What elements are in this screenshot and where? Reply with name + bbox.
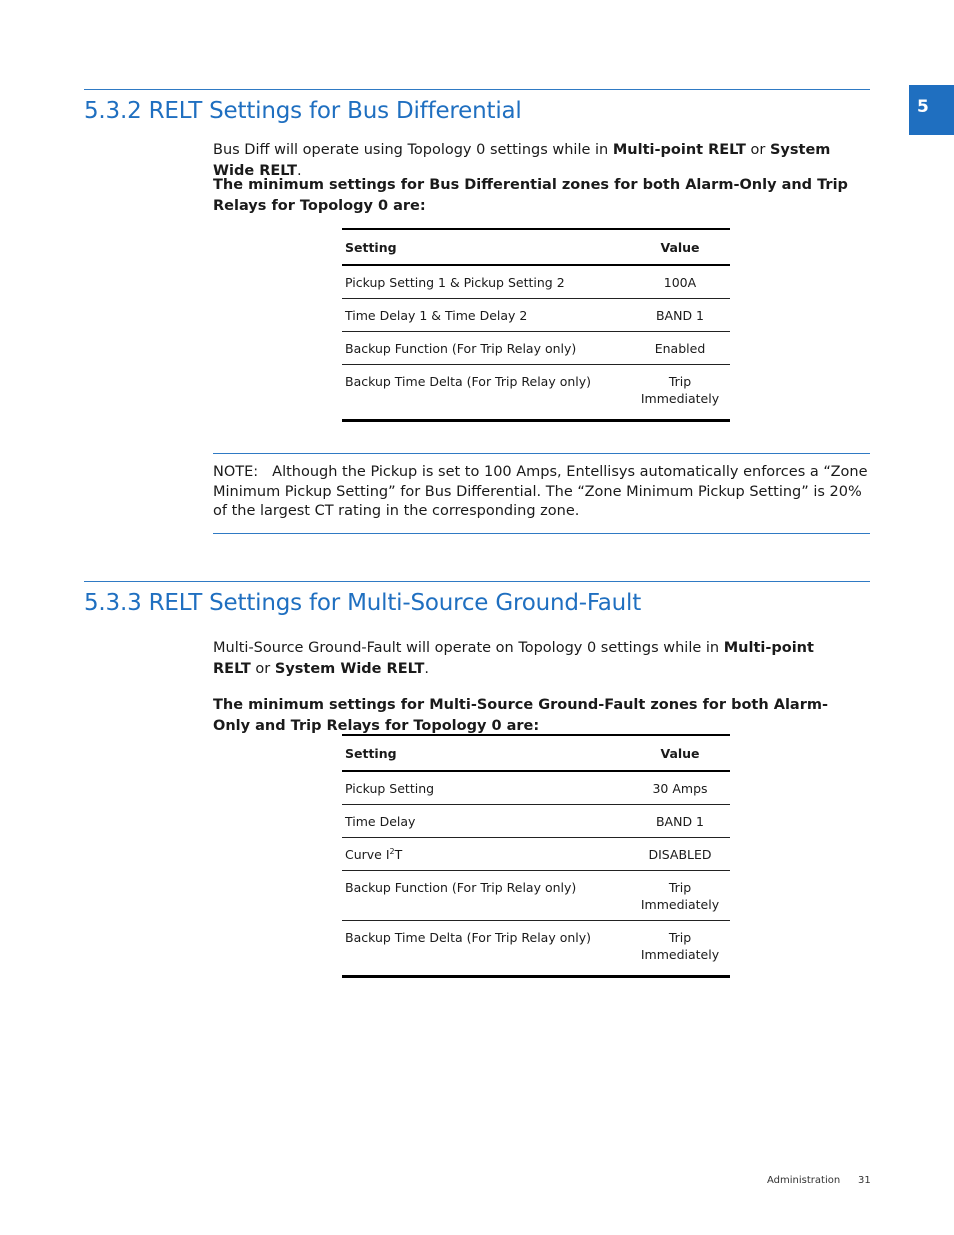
table-row bbox=[342, 332, 730, 365]
setting-cell: Curve $I^2T$ bbox=[342, 838, 630, 871]
setting-cell: Time Delay 1 & Time Delay 2 bbox=[342, 299, 630, 332]
value-cell: Enabled bbox=[630, 332, 730, 365]
note-label: NOTE: bbox=[213, 464, 259, 480]
table-header-row bbox=[342, 735, 730, 771]
value-cell: Trip Immediately bbox=[630, 365, 730, 421]
table-row bbox=[342, 299, 730, 332]
value-cell: Trip Immediately bbox=[630, 871, 730, 921]
mode-multipoint: Multi-point RELT bbox=[612, 142, 746, 158]
column-header-setting: Setting bbox=[342, 735, 630, 771]
table-header-row bbox=[342, 229, 730, 265]
section-rule bbox=[84, 581, 870, 582]
minimum-settings-caption: The minimum settings for Bus Differential zones for both Alarm-Only and Trip Relays for Topology 0 are: bbox=[213, 177, 848, 214]
table-row bbox=[342, 805, 730, 838]
mode-systemwide: System Wide RELT bbox=[274, 660, 425, 677]
settings-table bbox=[342, 228, 730, 422]
setting-cell: Pickup Setting bbox=[345, 781, 435, 796]
setting-cell: Backup Function (For Trip Relay only) bbox=[342, 332, 630, 365]
note-bottom-rule bbox=[213, 533, 870, 534]
note-top-rule bbox=[213, 453, 870, 454]
value-cell: Trip Immediately bbox=[630, 921, 730, 977]
section-heading: 5.3.2 RELT Settings for Bus Differential bbox=[84, 98, 522, 124]
mode-multipoint: Multi-point RELT bbox=[213, 640, 814, 677]
value-cell: BAND 1 bbox=[630, 805, 730, 838]
value-cell: DISABLED bbox=[630, 838, 730, 871]
table-row bbox=[342, 771, 730, 805]
section-rule bbox=[84, 89, 870, 90]
mode-systemwide: System Wide RELT bbox=[213, 142, 831, 179]
table-row bbox=[342, 838, 730, 871]
value-cell: 100A bbox=[663, 275, 697, 290]
table-row bbox=[342, 871, 730, 921]
intro-paragraph: Multi-Source Ground-Fault will operate on Topology 0 settings while in Multi-point RELT or System Wide RELT. bbox=[213, 640, 814, 677]
column-header-value: Value bbox=[630, 229, 730, 265]
settings-table bbox=[342, 734, 730, 978]
table-row bbox=[342, 365, 730, 421]
note-text: Although the Pickup is set to 100 Amps, Entellisys automatically enforces a “Zone Minimum Pickup Setting” for Bus Differential. The “Zone Minimum Pickup Setting” is 20% of the largest CT rating in the corresponding zone. bbox=[213, 464, 868, 519]
section-heading: 5.3.3 RELT Settings for Multi-Source Ground-Fault bbox=[84, 590, 642, 616]
chapter-number: 5 bbox=[917, 97, 929, 117]
note bbox=[213, 463, 869, 522]
footer-page-number: 31 bbox=[858, 1175, 871, 1186]
column-header-setting: Setting bbox=[342, 229, 630, 265]
setting-cell: Time Delay bbox=[342, 805, 630, 838]
setting-cell: Pickup Setting 1 & Pickup Setting 2 bbox=[345, 275, 565, 290]
intro-paragraph: Bus Diff will operate using Topology 0 settings while in Multi-point RELT or System Wide RELT. bbox=[213, 142, 831, 179]
chapter-tab bbox=[909, 85, 954, 135]
table-row bbox=[342, 265, 730, 299]
table-row bbox=[342, 921, 730, 977]
value-cell: BAND 1 bbox=[630, 299, 730, 332]
setting-cell: Backup Time Delta (For Trip Relay only) bbox=[342, 921, 630, 977]
setting-cell: Backup Function (For Trip Relay only) bbox=[342, 871, 630, 921]
minimum-settings-caption: The minimum settings for Multi-Source Ground-Fault zones for both Alarm-Only and Trip Relays for Topology 0 are: bbox=[213, 697, 828, 734]
setting-cell: Backup Time Delta (For Trip Relay only) bbox=[342, 365, 630, 421]
column-header-value: Value bbox=[630, 735, 730, 771]
value-cell: 30 Amps bbox=[652, 781, 708, 796]
footer-section-name: Administration bbox=[767, 1175, 841, 1186]
